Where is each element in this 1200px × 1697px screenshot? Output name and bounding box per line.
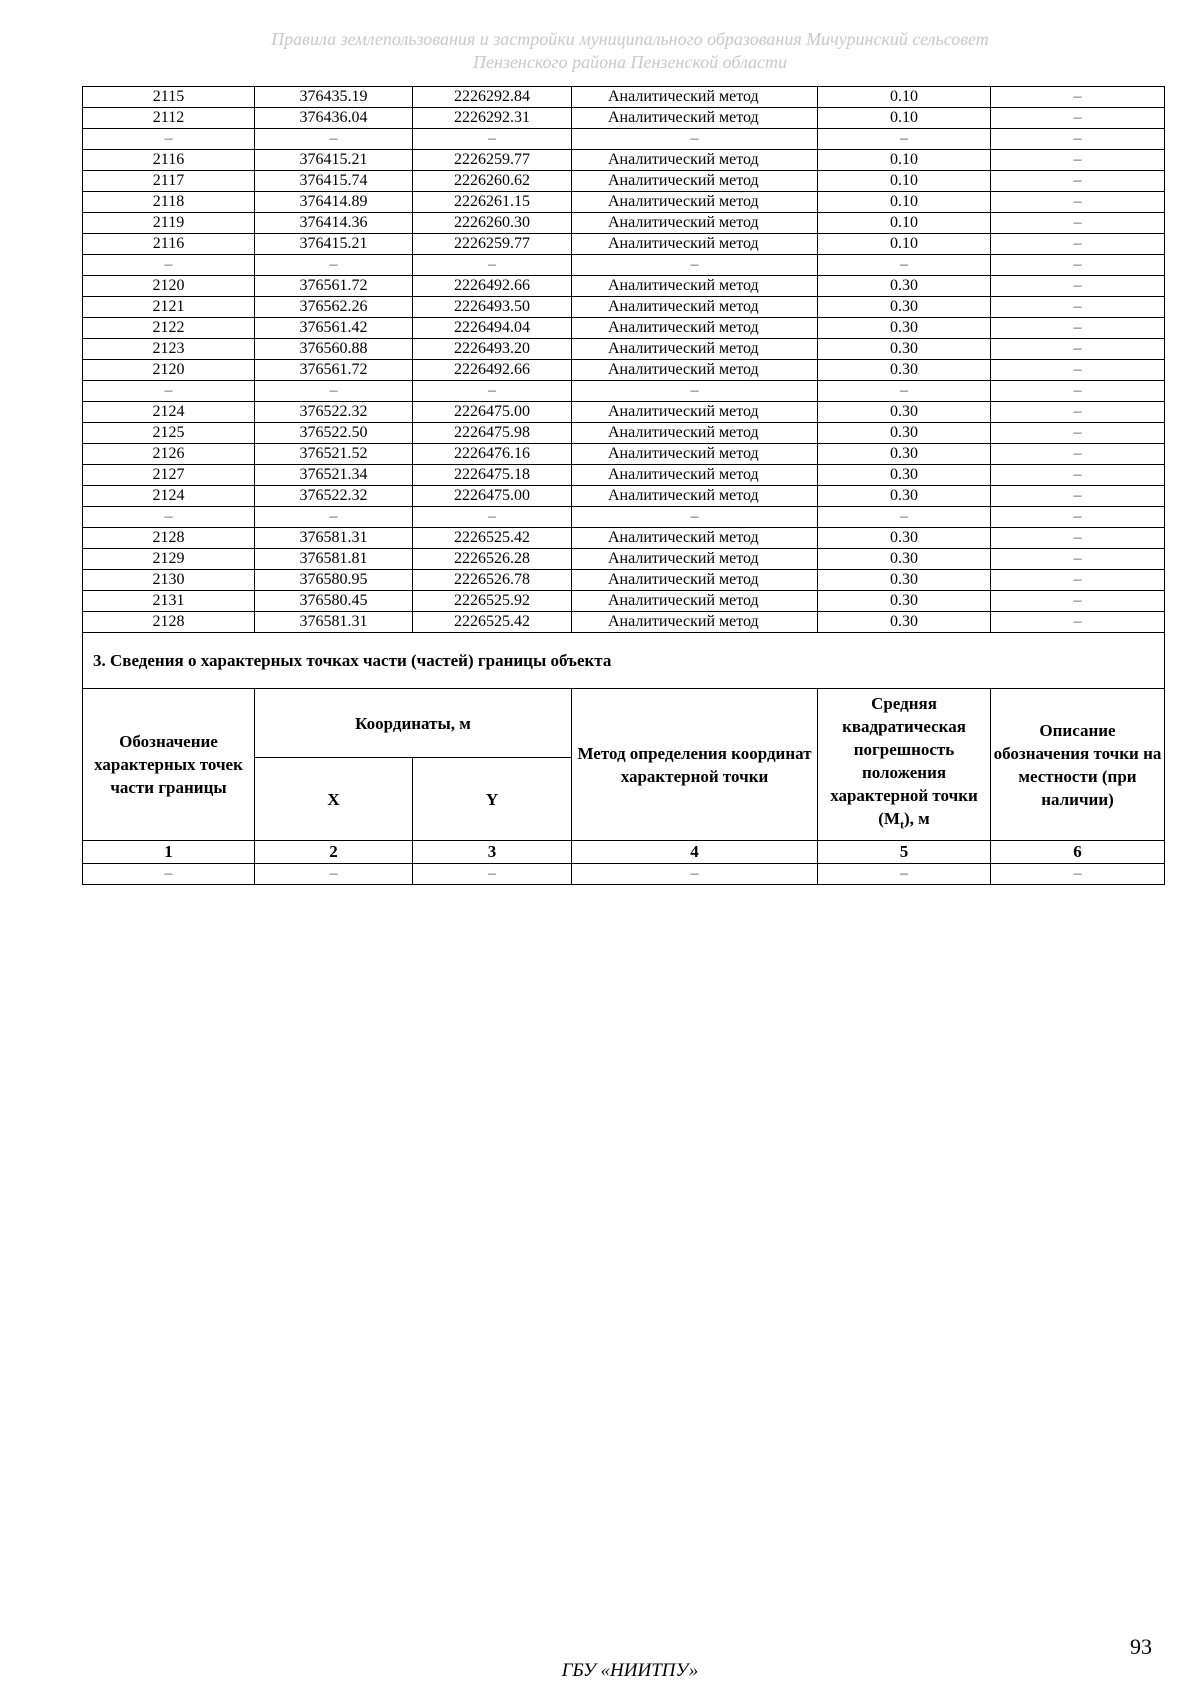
table-cell: 2226260.62 bbox=[413, 171, 572, 192]
table-cell: 2226476.16 bbox=[413, 444, 572, 465]
table-cell: 2226526.78 bbox=[413, 570, 572, 591]
table-cell: – bbox=[818, 507, 991, 528]
table-cell: Аналитический метод bbox=[572, 318, 818, 339]
table-cell: 2116 bbox=[83, 150, 255, 171]
footer-organization: ГБУ «НИИТПУ» bbox=[561, 1660, 699, 1681]
table-cell: – bbox=[991, 276, 1165, 297]
table-cell: 376521.52 bbox=[255, 444, 413, 465]
table-cell: Аналитический метод bbox=[572, 234, 818, 255]
table-cell: Аналитический метод bbox=[572, 591, 818, 612]
table-cell: – bbox=[83, 507, 255, 528]
table-cell: – bbox=[991, 129, 1165, 150]
table-row bbox=[83, 318, 1165, 339]
table-cell: Аналитический метод bbox=[572, 612, 818, 633]
table-cell: – bbox=[413, 864, 572, 885]
table-row bbox=[83, 87, 1165, 108]
col-coords-header: Координаты, м bbox=[255, 689, 572, 758]
document-header bbox=[0, 28, 1200, 74]
table-cell: Аналитический метод bbox=[572, 339, 818, 360]
table-row bbox=[83, 549, 1165, 570]
table-cell: – bbox=[818, 255, 991, 276]
column-number: 2 bbox=[255, 841, 413, 864]
table-cell: 2226494.04 bbox=[413, 318, 572, 339]
table-row bbox=[83, 528, 1165, 549]
table-cell: – bbox=[991, 360, 1165, 381]
table-cell: 2119 bbox=[83, 213, 255, 234]
table-cell: – bbox=[991, 507, 1165, 528]
table-cell: 2122 bbox=[83, 318, 255, 339]
table-cell: – bbox=[991, 234, 1165, 255]
table-row bbox=[83, 507, 1165, 528]
table-cell: – bbox=[991, 87, 1165, 108]
table-row bbox=[83, 108, 1165, 129]
table-cell: – bbox=[991, 528, 1165, 549]
table-cell: 376522.50 bbox=[255, 423, 413, 444]
table-row bbox=[83, 276, 1165, 297]
table-cell: 2128 bbox=[83, 528, 255, 549]
table-cell: 2117 bbox=[83, 171, 255, 192]
table-cell: 376436.04 bbox=[255, 108, 413, 129]
table-cell: 0.10 bbox=[818, 234, 991, 255]
table-cell: – bbox=[991, 549, 1165, 570]
table-cell: 2226493.20 bbox=[413, 339, 572, 360]
table-cell: – bbox=[991, 612, 1165, 633]
table-cell: Аналитический метод bbox=[572, 213, 818, 234]
table-cell: 0.30 bbox=[818, 402, 991, 423]
section-title-row bbox=[83, 633, 1165, 689]
table-row bbox=[83, 192, 1165, 213]
table-row bbox=[83, 444, 1165, 465]
table-cell: 0.10 bbox=[818, 108, 991, 129]
table-cell: 2124 bbox=[83, 402, 255, 423]
table-cell: Аналитический метод bbox=[572, 528, 818, 549]
table-cell: – bbox=[83, 864, 255, 885]
table-cell: 0.10 bbox=[818, 213, 991, 234]
table-cell: 2112 bbox=[83, 108, 255, 129]
table-cell: 0.30 bbox=[818, 297, 991, 318]
table-cell: Аналитический метод bbox=[572, 465, 818, 486]
table-cell: Аналитический метод bbox=[572, 297, 818, 318]
table-cell: 2226259.77 bbox=[413, 150, 572, 171]
table-cell: 2131 bbox=[83, 591, 255, 612]
table-cell: Аналитический метод bbox=[572, 192, 818, 213]
col-method-header: Метод определения координат характерной точки bbox=[572, 689, 818, 841]
table-cell: Аналитический метод bbox=[572, 360, 818, 381]
table-cell: 376522.32 bbox=[255, 402, 413, 423]
table-row bbox=[83, 297, 1165, 318]
table-cell: – bbox=[991, 318, 1165, 339]
column-numbers-row bbox=[83, 841, 1165, 864]
table-cell: – bbox=[572, 129, 818, 150]
column-number: 4 bbox=[572, 841, 818, 864]
table-cell: 2226292.31 bbox=[413, 108, 572, 129]
table-cell: 376560.88 bbox=[255, 339, 413, 360]
table-cell: 2226526.28 bbox=[413, 549, 572, 570]
table-cell: 0.30 bbox=[818, 612, 991, 633]
data-rows bbox=[83, 87, 1165, 633]
table-cell: 2226493.50 bbox=[413, 297, 572, 318]
table-cell: 2226259.77 bbox=[413, 234, 572, 255]
table-cell: – bbox=[255, 864, 413, 885]
table-cell: 2130 bbox=[83, 570, 255, 591]
table-row bbox=[83, 465, 1165, 486]
table-cell: 376581.31 bbox=[255, 528, 413, 549]
table-cell: 2126 bbox=[83, 444, 255, 465]
table-cell: 376522.32 bbox=[255, 486, 413, 507]
table-row bbox=[83, 591, 1165, 612]
col-x-header: X bbox=[255, 758, 413, 841]
table-cell: 2128 bbox=[83, 612, 255, 633]
column-number: 3 bbox=[413, 841, 572, 864]
header-row-1 bbox=[83, 689, 1165, 758]
table-cell: 2226525.42 bbox=[413, 528, 572, 549]
table-cell: 2226492.66 bbox=[413, 360, 572, 381]
table-cell: Аналитический метод bbox=[572, 171, 818, 192]
table-cell: – bbox=[83, 381, 255, 402]
table-cell: – bbox=[991, 570, 1165, 591]
table-row bbox=[83, 423, 1165, 444]
table-cell: 0.30 bbox=[818, 360, 991, 381]
table-row bbox=[83, 150, 1165, 171]
table-cell: – bbox=[83, 129, 255, 150]
table-cell: – bbox=[413, 381, 572, 402]
table-cell: Аналитический метод bbox=[572, 444, 818, 465]
table-cell: 376415.21 bbox=[255, 150, 413, 171]
table-row bbox=[83, 213, 1165, 234]
table-cell: 2226475.00 bbox=[413, 486, 572, 507]
empty-row bbox=[83, 864, 1165, 885]
table-cell: 376581.81 bbox=[255, 549, 413, 570]
table-cell: Аналитический метод bbox=[572, 402, 818, 423]
table-cell: 0.10 bbox=[818, 192, 991, 213]
table-cell: Аналитический метод bbox=[572, 150, 818, 171]
table-cell: 0.10 bbox=[818, 171, 991, 192]
table-cell: 0.30 bbox=[818, 423, 991, 444]
table-cell: 2124 bbox=[83, 486, 255, 507]
table-cell: 376435.19 bbox=[255, 87, 413, 108]
table-cell: 2226492.66 bbox=[413, 276, 572, 297]
table-cell: 0.30 bbox=[818, 276, 991, 297]
table-cell: 2125 bbox=[83, 423, 255, 444]
table-row bbox=[83, 129, 1165, 150]
table-cell: 0.10 bbox=[818, 87, 991, 108]
table-cell: – bbox=[413, 255, 572, 276]
table-cell: – bbox=[991, 402, 1165, 423]
table-cell: 0.30 bbox=[818, 486, 991, 507]
table-cell: 376561.72 bbox=[255, 360, 413, 381]
table-cell: Аналитический метод bbox=[572, 108, 818, 129]
table-cell: – bbox=[818, 129, 991, 150]
table-row bbox=[83, 255, 1165, 276]
table-row bbox=[83, 381, 1165, 402]
table-cell: – bbox=[255, 129, 413, 150]
table-cell: 0.30 bbox=[818, 465, 991, 486]
table-cell: – bbox=[991, 108, 1165, 129]
table-row bbox=[83, 234, 1165, 255]
table-cell: 0.30 bbox=[818, 339, 991, 360]
table-cell: – bbox=[413, 129, 572, 150]
table-cell: – bbox=[572, 864, 818, 885]
table-cell: 0.30 bbox=[818, 591, 991, 612]
table-cell: 0.10 bbox=[818, 150, 991, 171]
table-cell: 0.30 bbox=[818, 549, 991, 570]
table-cell: 2115 bbox=[83, 87, 255, 108]
table-cell: – bbox=[572, 507, 818, 528]
table-cell: – bbox=[991, 381, 1165, 402]
table-cell: 2226525.42 bbox=[413, 612, 572, 633]
table-cell: 0.30 bbox=[818, 528, 991, 549]
table-cell: – bbox=[818, 864, 991, 885]
table-cell: – bbox=[83, 255, 255, 276]
col-description-header: Описание обозначения точки на местности (при наличии) bbox=[991, 689, 1165, 841]
table-cell: 0.30 bbox=[818, 444, 991, 465]
table-cell: 2226475.00 bbox=[413, 402, 572, 423]
table-cell: 0.30 bbox=[818, 570, 991, 591]
table-cell: – bbox=[991, 150, 1165, 171]
table-cell: – bbox=[991, 465, 1165, 486]
table-cell: – bbox=[991, 591, 1165, 612]
col-y-header: Y bbox=[413, 758, 572, 841]
table-cell: 2226475.98 bbox=[413, 423, 572, 444]
table-cell: – bbox=[991, 864, 1165, 885]
col-error-header: Средняя квадратическая погрешность положения характерной точки $(M_t)$, м bbox=[818, 689, 991, 841]
table-cell: 2120 bbox=[83, 360, 255, 381]
column-number: 6 bbox=[991, 841, 1165, 864]
table-cell: 376581.31 bbox=[255, 612, 413, 633]
table-cell: 2226261.15 bbox=[413, 192, 572, 213]
table-cell: 2121 bbox=[83, 297, 255, 318]
table-cell: Аналитический метод bbox=[572, 423, 818, 444]
table-row bbox=[83, 360, 1165, 381]
table-cell: 376414.89 bbox=[255, 192, 413, 213]
table-cell: – bbox=[991, 297, 1165, 318]
table-cell: – bbox=[255, 381, 413, 402]
table-cell: – bbox=[572, 255, 818, 276]
table-cell: 2226260.30 bbox=[413, 213, 572, 234]
table-cell: – bbox=[991, 339, 1165, 360]
page-number: 93 bbox=[1130, 1634, 1152, 1659]
col-designation-header: Обозначение характерных точек части границы bbox=[83, 689, 255, 841]
table-cell: 2226525.92 bbox=[413, 591, 572, 612]
table-row bbox=[83, 486, 1165, 507]
table-cell: 376415.74 bbox=[255, 171, 413, 192]
table-cell: – bbox=[255, 255, 413, 276]
table-cell: Аналитический метод bbox=[572, 486, 818, 507]
table-cell: 2226475.18 bbox=[413, 465, 572, 486]
table-cell: – bbox=[991, 171, 1165, 192]
table-cell: – bbox=[255, 507, 413, 528]
table-cell: Аналитический метод bbox=[572, 87, 818, 108]
table-cell: – bbox=[991, 255, 1165, 276]
table-cell: 2226292.84 bbox=[413, 87, 572, 108]
table-cell: 2129 bbox=[83, 549, 255, 570]
table-cell: – bbox=[991, 423, 1165, 444]
table-cell: Аналитический метод bbox=[572, 570, 818, 591]
table-cell: 376562.26 bbox=[255, 297, 413, 318]
table-cell: 2120 bbox=[83, 276, 255, 297]
table-cell: 2127 bbox=[83, 465, 255, 486]
table-cell: 0.30 bbox=[818, 318, 991, 339]
section-title: 3. Сведения о характерных точках части (частей) границы объекта bbox=[83, 633, 1165, 689]
table-cell: – bbox=[991, 192, 1165, 213]
table-cell: 2116 bbox=[83, 234, 255, 255]
table-cell: Аналитический метод bbox=[572, 276, 818, 297]
table-cell: 376561.42 bbox=[255, 318, 413, 339]
table-cell: 376415.21 bbox=[255, 234, 413, 255]
header-line-1: Правила землепользования и застройки муниципального образования Мичуринский сельсовет bbox=[271, 29, 989, 49]
coordinates-table bbox=[82, 86, 1165, 885]
table-row bbox=[83, 570, 1165, 591]
header-line-2: Пензенского района Пензенской области bbox=[472, 52, 788, 72]
table-cell: – bbox=[991, 444, 1165, 465]
column-number: 1 bbox=[83, 841, 255, 864]
table-cell: – bbox=[413, 507, 572, 528]
table-cell: 376561.72 bbox=[255, 276, 413, 297]
table-cell: 376580.45 bbox=[255, 591, 413, 612]
table-row bbox=[83, 171, 1165, 192]
table-row bbox=[83, 339, 1165, 360]
table-cell: 376521.34 bbox=[255, 465, 413, 486]
table-cell: – bbox=[572, 381, 818, 402]
column-number: 5 bbox=[818, 841, 991, 864]
table-cell: 2118 bbox=[83, 192, 255, 213]
table-cell: – bbox=[991, 213, 1165, 234]
table-cell: 376580.95 bbox=[255, 570, 413, 591]
table-row bbox=[83, 402, 1165, 423]
table-cell: – bbox=[991, 486, 1165, 507]
table-row bbox=[83, 612, 1165, 633]
section-3 bbox=[83, 633, 1165, 885]
table-cell: – bbox=[818, 381, 991, 402]
table-cell: 376414.36 bbox=[255, 213, 413, 234]
table-cell: 2123 bbox=[83, 339, 255, 360]
table-cell: Аналитический метод bbox=[572, 549, 818, 570]
